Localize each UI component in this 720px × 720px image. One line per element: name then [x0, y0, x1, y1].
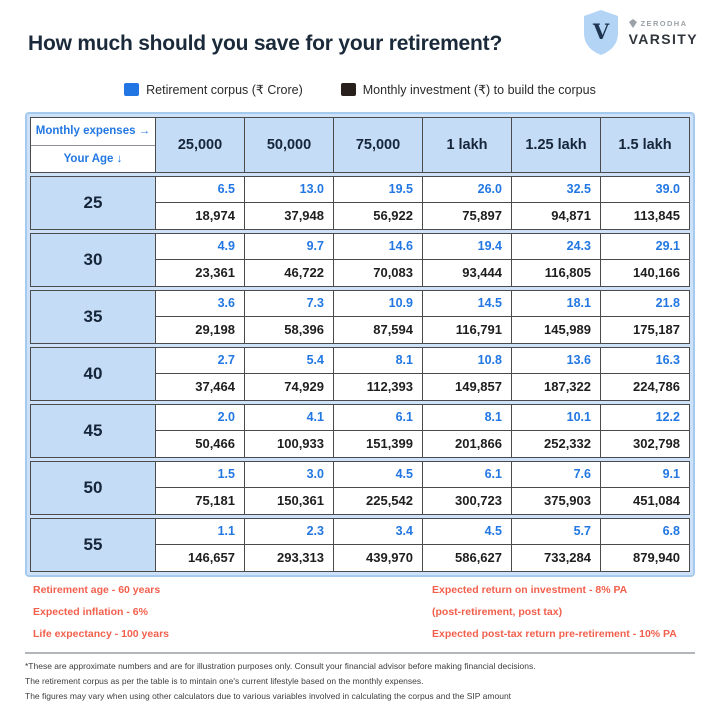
corpus-value-4: 24.3	[511, 234, 600, 260]
svg-text:V: V	[592, 19, 609, 44]
table-row-age-25	[30, 176, 690, 230]
investment-value-3: 93,444	[422, 260, 511, 286]
corpus-value-5: 6.8	[600, 519, 689, 545]
investment-value-0: 50,466	[155, 431, 244, 457]
corpus-value-1: 13.0	[244, 177, 333, 203]
investment-value-1: 58,396	[244, 317, 333, 343]
corner-monthly-expenses-label: Monthly expenses →	[31, 118, 155, 146]
zerodha-label: ZERODHA	[640, 18, 688, 28]
investment-value-5: 451,084	[600, 488, 689, 514]
corpus-value-1: 5.4	[244, 348, 333, 374]
corpus-value-2: 10.9	[333, 291, 422, 317]
corpus-value-0: 2.0	[155, 405, 244, 431]
investment-value-1: 37,948	[244, 203, 333, 229]
investment-value-0: 75,181	[155, 488, 244, 514]
legend	[0, 82, 720, 97]
investment-value-0: 29,198	[155, 317, 244, 343]
table-row-age-40	[30, 347, 690, 401]
corpus-value-5: 21.8	[600, 291, 689, 317]
investment-value-5: 879,940	[600, 545, 689, 571]
legend-label: Retirement corpus (₹ Crore)	[146, 83, 303, 97]
legend-item-1	[341, 82, 596, 97]
disclaimer-line-1: The retirement corpus as per the table is to mintain one's current lifestyle based on the monthly expenses.	[25, 676, 424, 686]
investment-value-4: 733,284	[511, 545, 600, 571]
corpus-value-1: 7.3	[244, 291, 333, 317]
age-label: 40	[31, 348, 155, 400]
investment-value-3: 201,866	[422, 431, 511, 457]
zerodha-wordmark	[629, 19, 698, 28]
retirement-table	[25, 112, 695, 577]
table-row-age-55	[30, 518, 690, 572]
investment-value-1: 74,929	[244, 374, 333, 400]
investment-value-0: 18,974	[155, 203, 244, 229]
shield-icon	[581, 9, 621, 56]
disclaimer-line-0: *These are approximate numbers and are for illustration purposes only. Consult your financial advisor before making financial decisions.	[25, 661, 536, 671]
corpus-value-4: 13.6	[511, 348, 600, 374]
investment-value-1: 100,933	[244, 431, 333, 457]
investment-value-0: 146,657	[155, 545, 244, 571]
investment-value-3: 586,627	[422, 545, 511, 571]
corpus-value-2: 6.1	[333, 405, 422, 431]
investment-value-3: 116,791	[422, 317, 511, 343]
investment-value-4: 116,805	[511, 260, 600, 286]
column-header-5: 1.5 lakh	[600, 118, 689, 172]
age-label: 30	[31, 234, 155, 286]
investment-value-2: 112,393	[333, 374, 422, 400]
age-label: 50	[31, 462, 155, 514]
corner-your-age-label: Your Age ↓	[63, 152, 123, 165]
table-row-age-35	[30, 290, 690, 344]
column-header-2: 75,000	[333, 118, 422, 172]
kite-icon	[629, 19, 637, 28]
corpus-value-0: 6.5	[155, 177, 244, 203]
column-header-4: 1.25 lakh	[511, 118, 600, 172]
investment-value-3: 149,857	[422, 374, 511, 400]
investment-value-3: 75,897	[422, 203, 511, 229]
corpus-value-4: 10.1	[511, 405, 600, 431]
corpus-value-5: 12.2	[600, 405, 689, 431]
corpus-value-4: 32.5	[511, 177, 600, 203]
corpus-value-3: 26.0	[422, 177, 511, 203]
investment-value-2: 151,399	[333, 431, 422, 457]
corpus-value-4: 5.7	[511, 519, 600, 545]
investment-value-2: 56,922	[333, 203, 422, 229]
investment-value-3: 300,723	[422, 488, 511, 514]
table-row-age-45	[30, 404, 690, 458]
investment-value-1: 46,722	[244, 260, 333, 286]
corpus-value-1: 4.1	[244, 405, 333, 431]
corpus-value-3: 6.1	[422, 462, 511, 488]
legend-label: Monthly investment (₹) to build the corpus	[362, 83, 596, 97]
investment-value-5: 175,187	[600, 317, 689, 343]
corpus-value-2: 19.5	[333, 177, 422, 203]
assumption-right-2: Expected post-tax return pre-retirement - 10% PA	[432, 628, 677, 640]
age-label: 35	[31, 291, 155, 343]
investment-value-4: 252,332	[511, 431, 600, 457]
page-title: How much should you save for your retirement?	[28, 32, 503, 55]
column-header-3: 1 lakh	[422, 118, 511, 172]
column-header-1: 50,000	[244, 118, 333, 172]
corpus-value-1: 9.7	[244, 234, 333, 260]
assumptions	[33, 584, 677, 640]
investment-value-0: 23,361	[155, 260, 244, 286]
corpus-value-4: 7.6	[511, 462, 600, 488]
logo-text	[629, 19, 698, 47]
corpus-value-3: 8.1	[422, 405, 511, 431]
assumptions-right	[432, 584, 677, 640]
investment-value-2: 70,083	[333, 260, 422, 286]
assumption-right-1: (post-retirement, post tax)	[432, 606, 563, 618]
table-row-age-50	[30, 461, 690, 515]
investment-value-4: 145,989	[511, 317, 600, 343]
investment-value-4: 375,903	[511, 488, 600, 514]
corpus-value-1: 3.0	[244, 462, 333, 488]
corpus-value-2: 14.6	[333, 234, 422, 260]
corpus-value-2: 8.1	[333, 348, 422, 374]
corpus-value-4: 18.1	[511, 291, 600, 317]
corpus-value-0: 4.9	[155, 234, 244, 260]
investment-value-4: 94,871	[511, 203, 600, 229]
divider-line	[25, 652, 695, 654]
corpus-value-0: 1.5	[155, 462, 244, 488]
corpus-value-1: 2.3	[244, 519, 333, 545]
corpus-value-5: 29.1	[600, 234, 689, 260]
corpus-value-2: 4.5	[333, 462, 422, 488]
corpus-value-0: 2.7	[155, 348, 244, 374]
investment-swatch-icon	[341, 83, 356, 96]
corpus-value-3: 10.8	[422, 348, 511, 374]
investment-value-0: 37,464	[155, 374, 244, 400]
investment-value-2: 225,542	[333, 488, 422, 514]
varsity-logo	[581, 9, 698, 56]
investment-value-5: 113,845	[600, 203, 689, 229]
investment-value-1: 150,361	[244, 488, 333, 514]
corpus-value-3: 14.5	[422, 291, 511, 317]
varsity-wordmark: VARSITY	[628, 30, 698, 47]
age-label: 45	[31, 405, 155, 457]
age-label: 25	[31, 177, 155, 229]
age-label: 55	[31, 519, 155, 571]
corpus-value-0: 1.1	[155, 519, 244, 545]
corner-cell	[31, 118, 155, 172]
investment-value-5: 140,166	[600, 260, 689, 286]
corpus-value-3: 19.4	[422, 234, 511, 260]
column-header-0: 25,000	[155, 118, 244, 172]
disclaimer-line-2: The figures may vary when using other calculators due to various variables involved in calculating the corpus and the SIP amount	[25, 691, 512, 701]
investment-value-2: 439,970	[333, 545, 422, 571]
assumption-left-1: Expected inflation - 6%	[33, 606, 148, 618]
corpus-value-5: 16.3	[600, 348, 689, 374]
assumptions-left	[33, 584, 432, 640]
corpus-value-3: 4.5	[422, 519, 511, 545]
investment-value-5: 224,786	[600, 374, 689, 400]
corpus-value-2: 3.4	[333, 519, 422, 545]
table-row-age-30	[30, 233, 690, 287]
corpus-value-5: 39.0	[600, 177, 689, 203]
corpus-value-0: 3.6	[155, 291, 244, 317]
investment-value-1: 293,313	[244, 545, 333, 571]
corpus-swatch-icon	[124, 83, 139, 96]
table-header-row	[30, 117, 690, 173]
assumption-left-0: Retirement age - 60 years	[33, 584, 161, 596]
investment-value-4: 187,322	[511, 374, 600, 400]
corpus-value-5: 9.1	[600, 462, 689, 488]
assumption-right-0: Expected return on investment - 8% PA	[432, 584, 628, 596]
assumption-left-2: Life expectancy - 100 years	[33, 628, 169, 640]
investment-value-2: 87,594	[333, 317, 422, 343]
disclaimers	[25, 661, 536, 701]
investment-value-5: 302,798	[600, 431, 689, 457]
legend-item-0	[124, 82, 303, 97]
